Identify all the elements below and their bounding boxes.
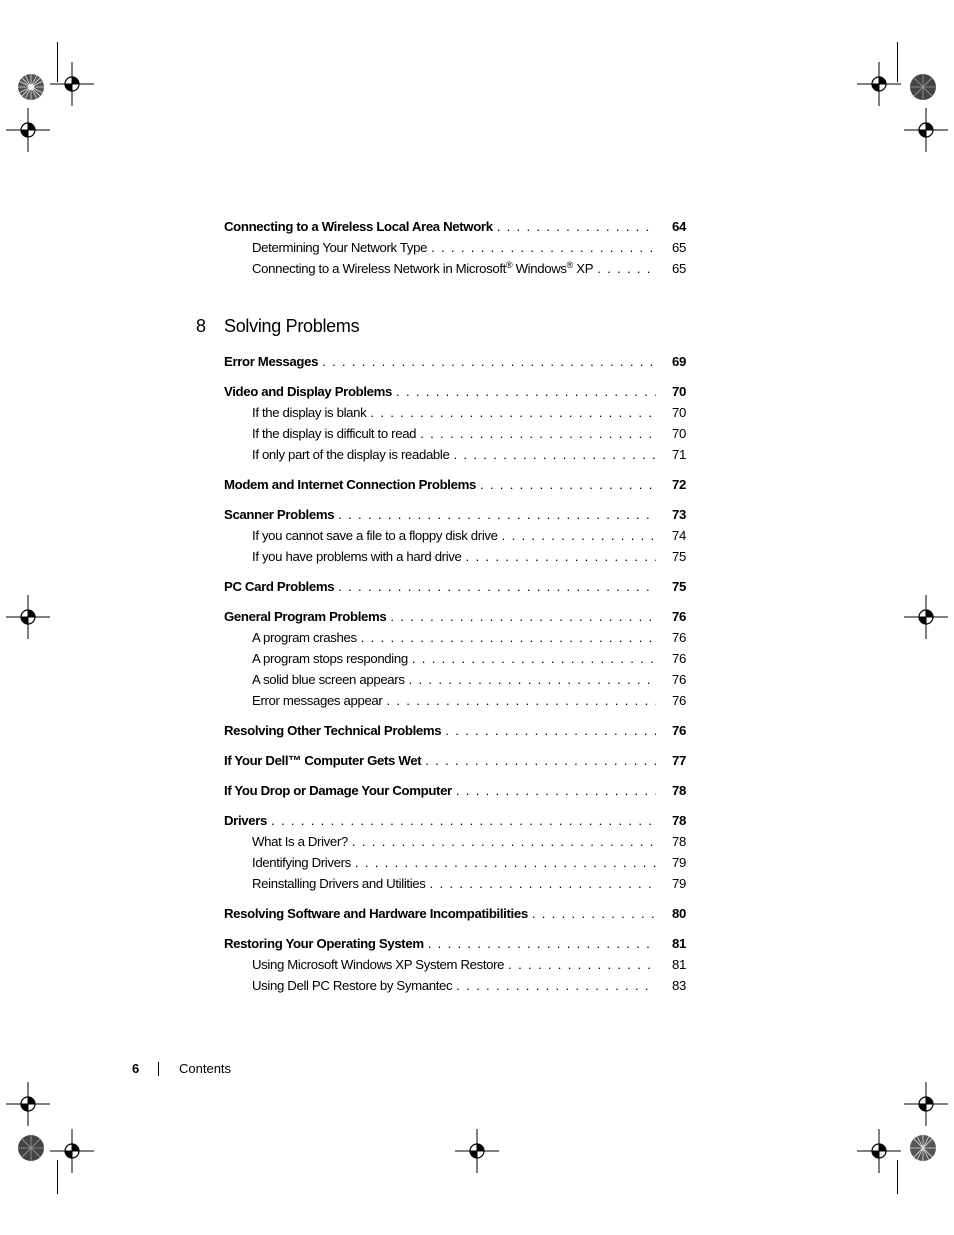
toc-subentry[interactable] [224,444,686,465]
crop-line-bottom-left-vertical [57,1160,58,1194]
toc-entry-title: Scanner Problems [224,507,338,522]
toc-section-wireless [224,216,686,316]
toc-subentry-page: 81 [672,957,686,972]
leader-dots [386,693,656,708]
toc-subentry[interactable] [224,546,686,567]
toc-entry[interactable] [224,750,686,771]
toc-subentry[interactable] [224,402,686,423]
registration-mark-bottom-right-side [904,1082,948,1126]
chapter-heading [196,316,359,337]
toc-subentry-title: A program crashes [252,630,361,645]
leader-dots [456,978,656,993]
toc-subentry-title: Using Microsoft Windows XP System Restore [252,957,508,972]
leader-dots [271,813,656,828]
toc-subentry-title: If the display is difficult to read [252,426,420,441]
title-part: Connecting to a Wireless Network in Microsoft [252,261,506,276]
toc-entry-page: 76 [672,723,686,738]
toc-subentry-page: 65 [672,240,686,255]
toc-subentry-page: 83 [672,978,686,993]
toc-subentry[interactable] [224,669,686,690]
page-footer [132,1061,231,1076]
chapter-entries [224,351,686,996]
leader-dots [409,672,656,687]
toc-entry-page: 75 [672,579,686,594]
leader-dots [355,855,656,870]
toc-entry-title: Modem and Internet Connection Problems [224,477,480,492]
toc-entry-group [224,504,686,567]
toc-entry-page: 78 [672,783,686,798]
leader-dots [480,477,656,492]
toc-subentry-page: 76 [672,672,686,687]
toc-entry[interactable] [224,381,686,402]
toc-entry-page: 64 [672,219,686,234]
toc-subentry-title: What Is a Driver? [252,834,352,849]
toc-entry-page: 78 [672,813,686,828]
star-target-top-right [909,73,937,101]
registration-mark-top-left-side [6,108,50,152]
toc-subentry[interactable] [224,873,686,894]
toc-subentry-title: A solid blue screen appears [252,672,409,687]
footer-separator [158,1062,159,1076]
leader-dots [412,651,656,666]
chapter-number: 8 [196,316,206,336]
toc-entry[interactable] [224,351,686,372]
toc-entry[interactable] [224,933,686,954]
toc-subentry[interactable] [224,258,686,279]
registered-mark: ® [566,260,573,270]
toc-subentry-page: 79 [672,855,686,870]
leader-dots [322,354,656,369]
toc-subentry-title: Reinstalling Drivers and Utilities [252,876,430,891]
toc-subentry-page: 75 [672,549,686,564]
toc-subentry-title: If you have problems with a hard drive [252,549,466,564]
star-target-bottom-right [909,1134,937,1162]
toc-subentry-title: Using Dell PC Restore by Symantec [252,978,456,993]
toc-subentry[interactable] [224,690,686,711]
chapter-title: Solving Problems [224,316,360,336]
footer-page-number: 6 [132,1061,140,1076]
toc-entry-title: Error Messages [224,354,322,369]
toc-subentry[interactable] [224,975,686,996]
toc-subentry-page: 76 [672,651,686,666]
crop-line-top-right-vertical [897,42,898,82]
leader-dots [352,834,656,849]
toc-entry[interactable] [224,504,686,525]
toc-entry[interactable] [224,903,686,924]
toc-subentry[interactable] [224,237,686,258]
toc-entry-group [224,474,686,495]
registration-mark-bottom-center [455,1129,499,1173]
toc-entry[interactable] [224,216,686,237]
toc-entry[interactable] [224,606,686,627]
leader-dots [497,219,656,234]
registration-mark-top-right-crosshair [857,62,901,106]
toc-entry-group [224,381,686,465]
toc-subentry-page: 74 [672,528,686,543]
toc-entry-group [224,750,686,771]
toc-subentry[interactable] [224,831,686,852]
leader-dots [361,630,656,645]
leader-dots [597,261,656,276]
toc-subentry-page: 71 [672,447,686,462]
leader-dots [445,723,656,738]
toc-subentry-page: 76 [672,630,686,645]
leader-dots [338,579,656,594]
toc-entry[interactable] [224,576,686,597]
toc-entry-page: 81 [672,936,686,951]
toc-subentry[interactable] [224,852,686,873]
toc-entry-title: Connecting to a Wireless Local Area Network [224,219,497,234]
toc-entry[interactable] [224,780,686,801]
toc-entry-group [224,810,686,894]
toc-entry-title: Video and Display Problems [224,384,396,399]
leader-dots [502,528,656,543]
toc-entry-group [224,903,686,924]
registration-mark-bottom-left-side [6,1082,50,1126]
toc-entry-page: 72 [672,477,686,492]
toc-entry-group [224,933,686,996]
leader-dots [456,783,656,798]
toc-entry-title: PC Card Problems [224,579,338,594]
leader-dots [338,507,656,522]
leader-dots [508,957,656,972]
toc-entry-page: 76 [672,609,686,624]
registration-mark-left-middle [6,595,50,639]
star-target-bottom-left [17,1134,45,1162]
toc-subentry-page: 76 [672,693,686,708]
toc-subentry-title: Determining Your Network Type [252,240,431,255]
footer-section: Contents [179,1061,232,1076]
leader-dots [532,906,656,921]
toc-subentry-page: 70 [672,426,686,441]
leader-dots [396,384,656,399]
toc-entry-title: General Program Problems [224,609,390,624]
toc-entry-title: Resolving Other Technical Problems [224,723,445,738]
toc-entry-group [224,780,686,801]
toc-subentry-page: 65 [672,261,686,276]
toc-entry[interactable] [224,474,686,495]
toc-subentry-title: If only part of the display is readable [252,447,453,462]
toc-subentry[interactable] [224,627,686,648]
leader-dots [466,549,656,564]
registration-mark-top-right-side [904,108,948,152]
toc-entry-page: 73 [672,507,686,522]
crop-line-top-left-vertical [57,42,58,82]
title-part: XP [572,261,594,276]
toc-entry-title: If Your Dell™ Computer Gets Wet [224,753,425,768]
toc-subentry-page: 70 [672,405,686,420]
toc-entry-page: 77 [672,753,686,768]
toc-entry-group [224,576,686,597]
leader-dots [428,936,656,951]
toc-entry-group [224,351,686,372]
toc-subentry-title: If you cannot save a file to a floppy disk drive [252,528,502,543]
leader-dots [420,426,656,441]
leader-dots [425,753,656,768]
toc-subentry-title: Error messages appear [252,693,386,708]
leader-dots [370,405,656,420]
registration-mark-bottom-right-crosshair [857,1129,901,1173]
star-target-top-left [17,73,45,101]
toc-entry-group [224,720,686,741]
registration-mark-right-middle [904,595,948,639]
toc-entry-title: Restoring Your Operating System [224,936,428,951]
toc-entry-title: Drivers [224,813,271,828]
leader-dots [390,609,656,624]
toc-entry[interactable] [224,810,686,831]
toc-entry-page: 70 [672,384,686,399]
toc-subentry[interactable] [224,423,686,444]
toc-subentry-title: A program stops responding [252,651,412,666]
leader-dots [453,447,656,462]
toc-subentry-page: 79 [672,876,686,891]
toc-entry-title: Resolving Software and Hardware Incompatibilities [224,906,532,921]
toc-entry[interactable] [224,720,686,741]
leader-dots [431,240,656,255]
toc-entry-page: 69 [672,354,686,369]
registered-mark: ® [505,260,513,270]
toc-entry-group [224,606,686,711]
toc-subentry-title [252,261,597,276]
toc-entry-page: 80 [672,906,686,921]
toc-subentry-title: If the display is blank [252,405,370,420]
toc-entry-title: If You Drop or Damage Your Computer [224,783,456,798]
title-part: Windows [512,261,567,276]
toc-subentry-page: 78 [672,834,686,849]
toc-subentry-title: Identifying Drivers [252,855,355,870]
toc-subentry[interactable] [224,525,686,546]
leader-dots [430,876,656,891]
toc-subentry[interactable] [224,648,686,669]
toc-subentry[interactable] [224,954,686,975]
crop-line-bottom-right-vertical [897,1160,898,1194]
